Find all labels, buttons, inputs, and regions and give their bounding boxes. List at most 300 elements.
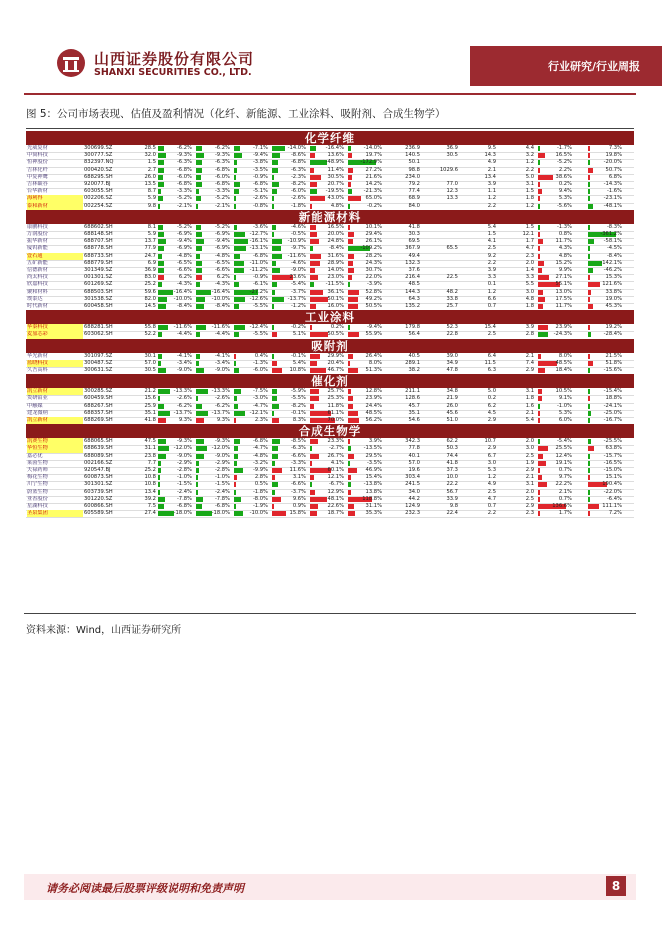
cell-c3: 2.3% xyxy=(254,417,268,423)
cell-price: 32.0 xyxy=(144,152,156,159)
cell-c8: 25.7 xyxy=(446,303,458,309)
cell-c11: 9.9% xyxy=(558,267,572,273)
cell-c4: -6.8% xyxy=(290,159,306,166)
cell-c3: -12.7% xyxy=(249,231,268,237)
cell-c1: -9.3% xyxy=(176,438,192,445)
cell-c7: 68.9 xyxy=(408,195,420,202)
cell-price: 30.1 xyxy=(144,352,156,359)
cell-code: 300487.SZ xyxy=(84,359,113,366)
cell-c12: -23.1% xyxy=(603,195,622,202)
cell-c3: 0.5% xyxy=(254,481,268,488)
cell-c1: -2.1% xyxy=(176,202,192,209)
cell-c6: 30.7% xyxy=(365,267,382,273)
cell-c9: 2.2 xyxy=(487,202,496,209)
cell-name: 聚和材料 xyxy=(27,288,48,295)
cell-name: 中简科技 xyxy=(27,152,48,159)
cell-c11: 0.8% xyxy=(558,231,572,237)
cell-c11: 15.2% xyxy=(555,259,572,266)
cell-price: 55.8 xyxy=(144,324,156,331)
cell-c1: -3.4% xyxy=(176,359,192,366)
cell-c5: 13.6% xyxy=(327,152,344,159)
cell-c11: 10.5% xyxy=(555,388,572,395)
cell-c4: -0.2% xyxy=(290,324,306,331)
cell-price: 31.1 xyxy=(144,445,156,452)
cell-c2: -1.0% xyxy=(214,474,230,481)
cell-c6: 27.2% xyxy=(365,166,382,173)
cell-code: 002254.SZ xyxy=(84,202,113,209)
cell-c10: 3.1 xyxy=(525,481,534,488)
cell-c12: 33.8% xyxy=(605,288,622,295)
page-number: 8 xyxy=(606,876,626,896)
cell-code: 688707.SH xyxy=(84,238,113,245)
cell-c5: 23.3% xyxy=(327,438,344,445)
cell-c7: 211.1 xyxy=(405,388,420,395)
cell-c6: 26.4% xyxy=(365,352,382,359)
cell-name: 中触媒 xyxy=(27,402,43,409)
cell-c9: 0.1 xyxy=(487,281,496,288)
cell-c6: 55.9% xyxy=(365,331,382,338)
cell-c6: 51.3% xyxy=(365,367,382,373)
cell-c9: 0.2 xyxy=(487,395,496,402)
company-name-cn: 山西证券股份有限公司 xyxy=(94,50,255,68)
cell-c10: 2.0 xyxy=(525,488,534,495)
figure-caption: 图 5：公司市场表现、估值及盈利情况（化纤、新能源、工业涂料、吸附剂、合成生物学） xyxy=(26,108,446,120)
cell-c5: 11.8% xyxy=(327,402,344,409)
cell-c8 xyxy=(422,281,458,288)
cell-c1: -13.7% xyxy=(173,409,192,416)
cell-c7: 49.4 xyxy=(408,252,420,259)
cell-c5: 43.0% xyxy=(327,195,344,202)
cell-c1: -9.3% xyxy=(176,152,192,159)
cell-c4: -8.5% xyxy=(290,438,306,445)
cell-c2: -6.8% xyxy=(214,503,230,509)
cell-c8 xyxy=(422,224,458,231)
cell-c4: -3.3% xyxy=(290,459,306,466)
cell-c4: -5.5% xyxy=(290,395,306,402)
cell-price: 6.9 xyxy=(147,259,156,266)
cell-price: 15.6 xyxy=(144,395,156,402)
cell-c2: -3.3% xyxy=(214,188,230,195)
section-header: 工业涂料 xyxy=(26,310,634,324)
cell-c3: -5.5% xyxy=(252,303,268,309)
cell-c7: 34.0 xyxy=(408,488,420,495)
cell-c4: -11.6% xyxy=(287,252,306,259)
cell-c9: 5.4 xyxy=(487,223,496,230)
cell-c7: 232.3 xyxy=(405,510,420,517)
cell-c11: 11.7% xyxy=(555,303,572,309)
cell-c5: 0.2% xyxy=(330,324,344,331)
cell-price: 13.7 xyxy=(144,238,156,245)
cell-c2: -4.1% xyxy=(214,352,230,359)
cell-c2: -9.0% xyxy=(214,452,230,459)
cell-c11: 25.5% xyxy=(555,445,572,452)
cell-c2: -7.8% xyxy=(214,495,230,502)
section-header: 吸附剂 xyxy=(26,339,634,353)
cell-name: 时代新材 xyxy=(27,303,48,309)
cell-c8: 10.0 xyxy=(446,474,458,481)
cell-c10: 1.5 xyxy=(525,188,534,195)
cell-c8: 62.2 xyxy=(446,438,458,445)
cell-c7: 234.0 xyxy=(405,173,420,180)
cell-c4: -10.9% xyxy=(287,238,306,245)
cell-c1: -4.1% xyxy=(176,352,192,359)
cell-name: 凯立新材 xyxy=(27,388,83,395)
cell-c7: 140.5 xyxy=(405,152,420,159)
cell-c9: 6.6 xyxy=(487,295,496,302)
cell-c2: -6.5% xyxy=(214,259,230,266)
cell-c8: 65.5 xyxy=(446,245,458,252)
cell-c2: -11.6% xyxy=(211,324,230,331)
cell-c9: 5.0 xyxy=(487,388,496,395)
cell-c8 xyxy=(422,159,458,166)
cell-c7: 77.8 xyxy=(408,445,420,452)
cell-c12: 15.3% xyxy=(605,274,622,281)
cell-code: 603055.SH xyxy=(84,188,113,195)
cell-c7: 45.7 xyxy=(408,402,420,409)
cell-code: 688065.SH xyxy=(84,438,113,445)
cell-c3: -1.9% xyxy=(252,503,268,509)
cell-c8 xyxy=(422,260,458,267)
cell-c10: 2.9 xyxy=(525,467,534,473)
cell-c10: 2.1 xyxy=(525,474,534,481)
cell-c1: -1.0% xyxy=(176,474,192,481)
cell-c6: 29.5% xyxy=(365,452,382,459)
cell-c10: 3.1 xyxy=(525,181,534,187)
cell-c11: 2.1% xyxy=(558,488,572,495)
cell-price: 7.5 xyxy=(147,503,156,509)
cell-c1: -6.8% xyxy=(176,166,192,173)
cell-c6: 21.6% xyxy=(365,173,382,180)
table-bottom-rule xyxy=(24,613,636,614)
cell-name: 莱茵生物 xyxy=(27,459,48,466)
cell-price: 23.8 xyxy=(144,452,156,459)
cell-c7: 216.4 xyxy=(405,274,420,281)
cell-c10: 2.0 xyxy=(525,438,534,445)
cell-c7: 79.2 xyxy=(408,181,420,187)
cell-c9: 6.2 xyxy=(487,402,496,409)
cell-c5: -19.5% xyxy=(325,188,344,195)
cell-c3: -12.6% xyxy=(249,295,268,302)
cell-c1: -6.5% xyxy=(176,259,192,266)
cell-c4: -6.6% xyxy=(290,452,306,459)
cell-price: 27.4 xyxy=(144,510,156,517)
cell-name: 中复神鹰 xyxy=(27,173,48,180)
cell-c5: 20.0% xyxy=(327,231,344,237)
cell-c8 xyxy=(422,203,458,210)
cell-c5: 23.0% xyxy=(327,274,344,281)
cell-c4: -8.6% xyxy=(290,152,306,159)
cell-c4: -4.6% xyxy=(290,259,306,266)
cell-c3: -3.8% xyxy=(252,159,268,166)
cell-price: 7.7 xyxy=(147,459,156,466)
cell-price: 25.2 xyxy=(144,467,156,473)
cell-c8: 36.9 xyxy=(446,145,458,151)
cell-c9: 0.7 xyxy=(487,303,496,309)
cell-c10: 2.8 xyxy=(525,331,534,338)
cell-c12: 19.2% xyxy=(605,324,622,331)
cell-price: 35.1 xyxy=(144,409,156,416)
cell-c3: -1.3% xyxy=(252,359,268,366)
cell-c1: -11.6% xyxy=(173,324,192,331)
cell-c7: 241.5 xyxy=(405,481,420,488)
cell-code: 688295.SH xyxy=(84,173,113,180)
cell-c12: 21.5% xyxy=(605,352,622,359)
cell-c2: -4.8% xyxy=(214,252,230,259)
cell-c8 xyxy=(422,174,458,181)
cell-c5: 11.4% xyxy=(327,166,344,173)
cell-c5: 29.9% xyxy=(327,352,344,359)
cell-c12: -46.2% xyxy=(603,267,622,273)
cell-c6: 35.3% xyxy=(365,510,382,517)
cell-c4: -2.3% xyxy=(290,173,306,180)
cell-c8 xyxy=(422,267,458,274)
cell-c10: 5.5 xyxy=(525,281,534,288)
cell-name: 台华新材 xyxy=(27,188,48,195)
cell-c1: 6.2% xyxy=(178,274,192,281)
cell-c4: -9.0% xyxy=(290,267,306,273)
cell-c11: 2.2% xyxy=(558,166,572,173)
cell-c1: -6.2% xyxy=(176,402,192,409)
cell-c4: -8.2% xyxy=(290,181,306,187)
cell-c6: -3.5% xyxy=(366,459,382,466)
section-header: 合成生物学 xyxy=(26,424,634,438)
cell-c2: -9.3% xyxy=(214,152,230,159)
cell-c7: 144.3 xyxy=(405,288,420,295)
cell-c5: 70.0% xyxy=(327,417,344,423)
cell-c11: 0.7% xyxy=(558,467,572,473)
cell-c1: -3.3% xyxy=(176,188,192,195)
cell-code: 600458.SH xyxy=(84,303,113,309)
cell-price: 10.8 xyxy=(144,474,156,481)
cell-c3: -6.1% xyxy=(252,281,268,288)
cell-c8: 74.4 xyxy=(446,452,458,459)
cell-c5: 20.7% xyxy=(327,181,344,187)
cell-c9: 3.0 xyxy=(487,459,496,466)
cell-c4: -5.4% xyxy=(290,281,306,288)
cell-c9: 5.3 xyxy=(487,467,496,473)
cell-c5: 4.1% xyxy=(330,459,344,466)
cell-c11: 5.3% xyxy=(558,195,572,202)
cell-c7: 342.3 xyxy=(405,438,420,445)
cell-c12: 19.8% xyxy=(605,152,622,159)
cell-name: 吉林碳谷 xyxy=(27,181,48,187)
cell-c5: 22.6% xyxy=(327,503,344,509)
cell-c6: -0.2% xyxy=(366,202,382,209)
cell-c8 xyxy=(422,253,458,260)
cell-c1: -1.5% xyxy=(176,481,192,488)
page-footer xyxy=(24,874,636,900)
cell-c8: 41.8 xyxy=(446,459,458,466)
cell-code: 601269.SZ xyxy=(84,281,113,288)
cell-c5: -2.7% xyxy=(328,445,344,452)
cell-price: 13.4 xyxy=(144,488,156,495)
cell-name: 欣嘉科技 xyxy=(27,281,48,288)
cell-c1: -4.4% xyxy=(176,331,192,338)
cell-c8: 37.3 xyxy=(446,467,458,473)
cell-code: 688357.SH xyxy=(84,409,113,416)
cell-c8: 22.4 xyxy=(446,510,458,517)
cell-name: 信德新材 xyxy=(27,267,48,273)
cell-c5: 28.9% xyxy=(327,259,344,266)
cell-c6: 65.0% xyxy=(365,195,382,202)
cell-c12: -15.0% xyxy=(603,467,622,473)
cell-c11: 4.3% xyxy=(558,245,572,252)
cell-name: 天禄药师 xyxy=(27,467,48,473)
cell-c8: 34.8 xyxy=(446,388,458,395)
cell-c6: 24.3% xyxy=(365,259,382,266)
cell-c1: -9.4% xyxy=(176,238,192,245)
cell-c3: -6.8% xyxy=(252,438,268,445)
cell-price: 2.7 xyxy=(147,166,156,173)
cell-c8: 13.3 xyxy=(446,195,458,202)
section-header: 化学纤维 xyxy=(26,131,634,145)
cell-c2: -6.9% xyxy=(214,245,230,252)
cell-c6: -13.5% xyxy=(363,445,382,452)
cell-c6: 23.9% xyxy=(365,395,382,402)
cell-c9: 1.1 xyxy=(487,188,496,195)
cell-c12: -15.6% xyxy=(603,367,622,373)
cell-c5: 12.9% xyxy=(327,488,344,495)
cell-c9: 3.3 xyxy=(487,274,496,281)
cell-c6: 48.5% xyxy=(365,409,382,416)
cell-c7: 77.4 xyxy=(408,188,420,195)
cell-c12: 50.7% xyxy=(605,166,622,173)
cell-c7: 50.1 xyxy=(408,159,420,166)
cell-c4: -6.0% xyxy=(290,188,306,195)
cell-code: 301349.SZ xyxy=(84,267,113,273)
cell-c2: -6.8% xyxy=(214,166,230,173)
cell-c8: 51.0 xyxy=(446,417,458,423)
cell-c8: 52.3 xyxy=(446,324,458,331)
cell-name: 亚香股份 xyxy=(27,495,48,502)
cell-name: 华秦科技 xyxy=(27,324,83,331)
cell-c5: 46.7% xyxy=(327,367,344,373)
cell-c6: 118.8% xyxy=(362,495,382,502)
cell-c11: 16.5% xyxy=(555,152,572,159)
cell-c6: -3.9% xyxy=(366,281,382,288)
cell-name: 尚太科技 xyxy=(27,274,48,281)
cell-c4: 15.8% xyxy=(289,510,306,517)
cell-c1: -12.0% xyxy=(173,445,192,452)
cell-c2: -12.0% xyxy=(211,445,230,452)
cell-c10: 2.9 xyxy=(525,367,534,373)
cell-c3: -5.1% xyxy=(252,188,268,195)
cell-c6: 22.0% xyxy=(365,274,382,281)
cell-price: 57.0 xyxy=(144,359,156,366)
cell-price: 24.7 xyxy=(144,252,156,259)
cell-c6: -14.0% xyxy=(363,145,382,151)
cell-c10: 7.4 xyxy=(525,359,534,366)
cell-c5: 18.7% xyxy=(327,510,344,517)
cell-c12: -24.1% xyxy=(603,402,622,409)
cell-c11: 0.7% xyxy=(558,495,572,502)
cell-c10: 2.3 xyxy=(525,252,534,259)
cell-price: 25.2 xyxy=(144,281,156,288)
cell-c7: 41.8 xyxy=(408,223,420,230)
cell-c9: 4.1 xyxy=(487,238,496,245)
cell-c3: -7.5% xyxy=(252,388,268,395)
cell-c5: 20.4% xyxy=(327,359,344,366)
cell-c10: 2.9 xyxy=(525,503,534,509)
cell-c11: 13.0% xyxy=(555,288,572,295)
cell-c9: 2.9 xyxy=(487,445,496,452)
cell-c6: 13.8% xyxy=(365,488,382,495)
cell-c11: 11.7% xyxy=(555,238,572,245)
cell-code: 920547.BJ xyxy=(84,467,111,473)
cell-c12: -15.4% xyxy=(603,388,622,395)
cell-c12: -14.3% xyxy=(603,181,622,187)
cell-price: 21.2 xyxy=(144,388,156,395)
cell-c1: -6.8% xyxy=(176,181,192,187)
cell-c10: 5.4 xyxy=(525,417,534,423)
cell-c11: 4.8% xyxy=(558,252,572,259)
cell-c5: -16.4% xyxy=(325,145,344,151)
cell-c7: 37.6 xyxy=(408,267,420,273)
company-name-en: SHANXI SECURITIES CO., LTD. xyxy=(94,67,252,78)
cell-c3: -4.7% xyxy=(252,445,268,452)
cell-c6: 29.4% xyxy=(365,231,382,237)
cell-c5: -48.9% xyxy=(325,159,344,166)
cell-c1: -8.4% xyxy=(176,303,192,309)
cell-c12: -361.2% xyxy=(600,231,622,237)
cell-c9: 1.5 xyxy=(487,231,496,237)
cell-c7: 135.2 xyxy=(405,303,420,309)
cell-code: 688267.SH xyxy=(84,402,113,409)
cell-c8: 48.2 xyxy=(446,288,458,295)
cell-c11: 19.1% xyxy=(555,459,572,466)
cell-c2: -6.0% xyxy=(214,173,230,180)
cell-c11: 8.0% xyxy=(558,352,572,359)
report-type-label: 行业研究/行业周报 xyxy=(547,60,640,73)
cell-c9: 1.2 xyxy=(487,195,496,202)
cell-c2: -10.0% xyxy=(211,295,230,302)
cell-price: 8.7 xyxy=(147,188,156,195)
cell-c10: 1.9 xyxy=(525,459,534,466)
cell-c5: 61.1% xyxy=(327,409,344,416)
cell-c10: 3.0 xyxy=(525,445,534,452)
cell-c1: -2.4% xyxy=(176,488,192,495)
cell-c5: 14.0% xyxy=(327,267,344,273)
cell-c12: 7.2% xyxy=(608,510,622,517)
cell-c8: 12.3 xyxy=(446,188,458,195)
cell-code: 688778.SH xyxy=(84,245,113,252)
cell-c8: 34.9 xyxy=(446,359,458,366)
cell-c2: 6.2% xyxy=(216,274,230,281)
cell-c7: 54.6 xyxy=(408,417,420,423)
cell-c3: -2.6% xyxy=(252,195,268,202)
cell-code: 688639.SH xyxy=(84,445,113,452)
cell-c11: -24.3% xyxy=(553,331,572,338)
cell-c8: 21.9 xyxy=(446,395,458,402)
cell-c2: -2.6% xyxy=(214,395,230,402)
cell-c8: 56.7 xyxy=(446,488,458,495)
cell-c2: -6.9% xyxy=(214,231,230,237)
company-logo-icon xyxy=(56,48,86,78)
cell-c3: -6.8% xyxy=(252,181,268,187)
cell-c6: 19.7% xyxy=(365,152,382,159)
cell-c4: 23.6% xyxy=(289,274,306,281)
section-header: 新能源材料 xyxy=(26,210,634,224)
cell-c9: 4.9 xyxy=(487,159,496,166)
cell-c2: -6.3% xyxy=(214,159,230,166)
cell-c4: 3.1% xyxy=(292,474,306,481)
cell-c3: -7.1% xyxy=(252,145,268,151)
cell-c2: -2.9% xyxy=(214,459,230,466)
cell-c5: -8.4% xyxy=(328,245,344,252)
cell-c12: 190.4% xyxy=(602,481,622,488)
cell-c11: 9.1% xyxy=(558,395,572,402)
cell-c9: 13.4 xyxy=(484,173,496,180)
